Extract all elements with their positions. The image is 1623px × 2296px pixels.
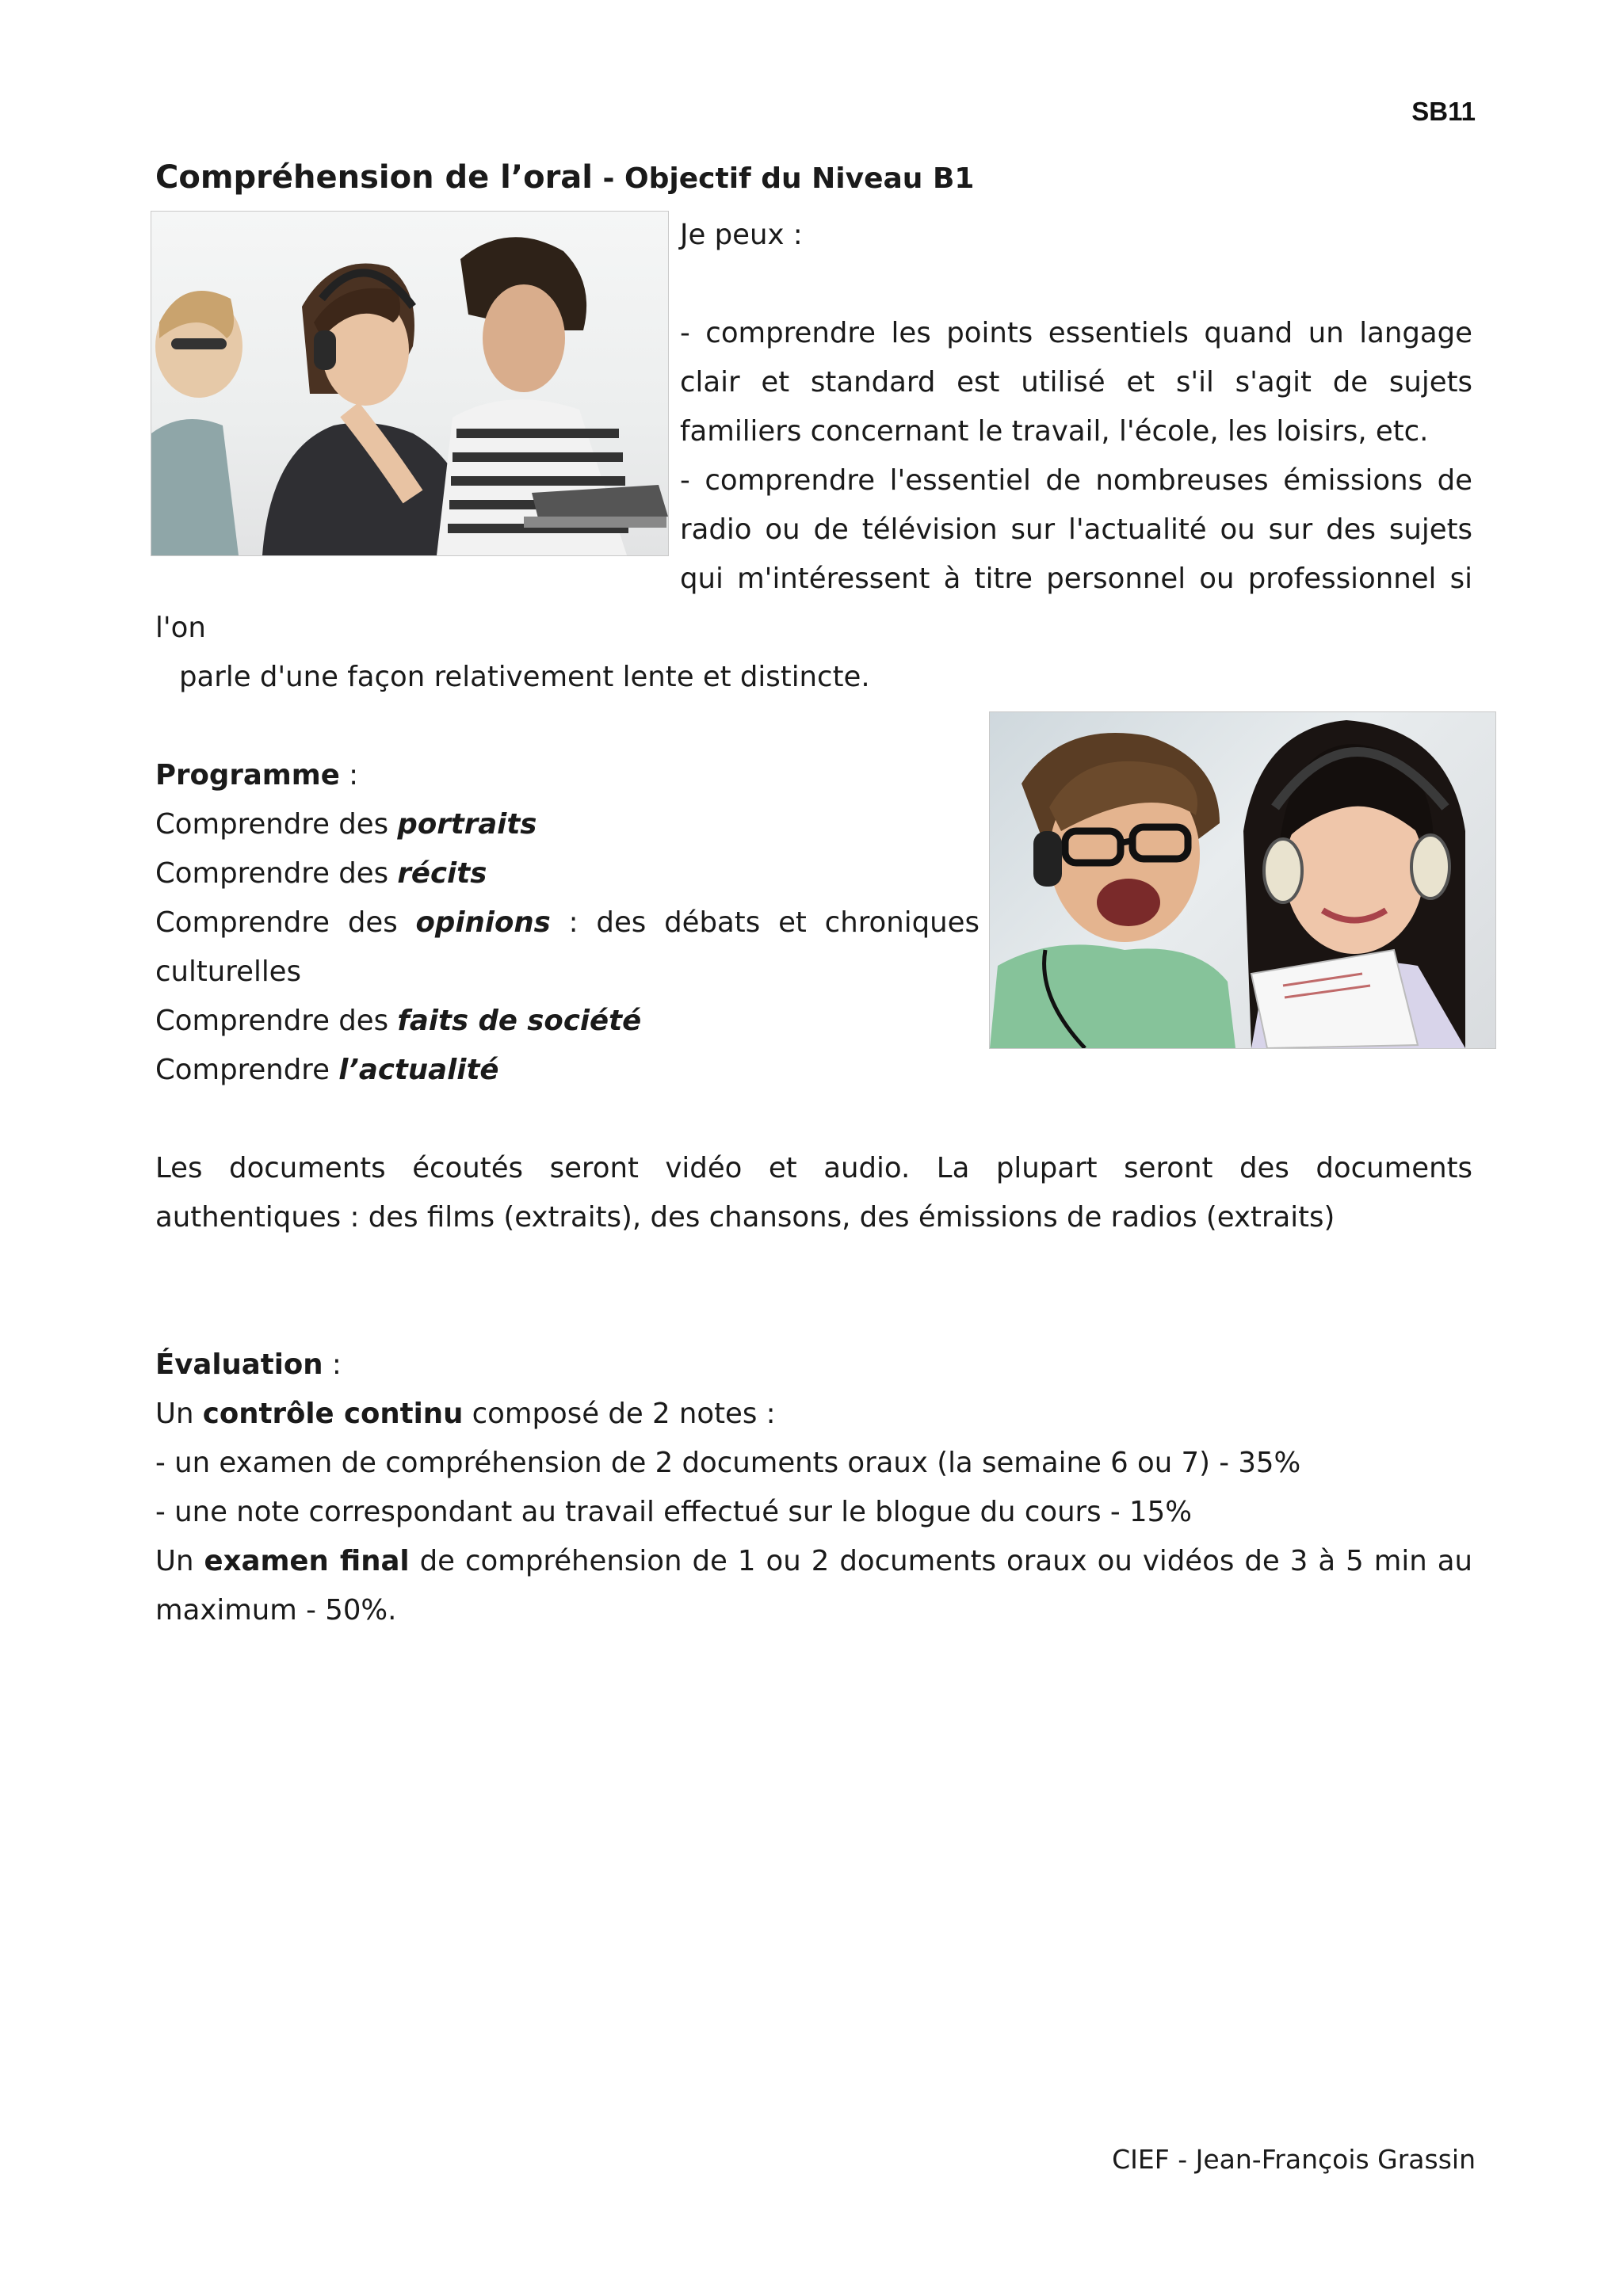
programme-item: Comprendre des récits	[155, 857, 487, 890]
page-code: SB11	[1411, 97, 1476, 126]
evaluation-heading: Évaluation :	[155, 1348, 342, 1381]
evaluation-note-2: - une note correspondant au travail effectué sur le blogue du cours - 15%	[155, 1496, 1192, 1528]
intro-point-1: - comprendre les points essentiels quand un langage clair et standard est utilisé et s'il s'agit de sujets familiers concernant le travail, l'école, les loisirs, etc.	[680, 317, 1472, 448]
intro-point-2: - comprendre l'essentiel de nombreuses émissions de radio ou de télévision sur l'actualité ou sur des sujets qui m'intéressent à titre personnel ou professionnel si l'on	[155, 464, 1472, 644]
footer-author: CIEF - Jean-François Grassin	[1112, 2144, 1476, 2175]
evaluation-note-1: - un examen de compréhension de 2 documents oraux (la semaine 6 ou 7) - 35%	[155, 1447, 1301, 1479]
document-body	[155, 155, 1472, 1635]
title-subtitle: Objectif du Niveau B1	[624, 162, 975, 195]
intro-lead: Je peux :	[680, 219, 803, 251]
documents-paragraph: Les documents écoutés seront vidéo et audio. La plupart seront des documents authentiques : des films (extraits), des chansons, des émissions de radios (extraits)	[155, 1152, 1472, 1234]
programme-item: Comprendre des portraits	[155, 808, 537, 841]
document-title	[155, 155, 1472, 201]
students-with-headphones-icon	[151, 211, 669, 556]
two-students-with-headphones-icon	[989, 711, 1496, 1049]
title-separator: -	[593, 162, 625, 195]
intro-point-2-end: parle d'une façon relativement lente et distincte.	[179, 661, 870, 693]
programme-heading: Programme :	[155, 759, 359, 791]
programme-item: Comprendre des opinions : des débats et chroniques culturelles	[155, 906, 980, 988]
evaluation-final: Un examen final de compréhension de 1 ou 2 documents oraux ou vidéos de 3 à 5 min au maximum - 50%.	[155, 1545, 1472, 1627]
title-main: Compréhension de l’oral	[155, 159, 593, 196]
evaluation-continuous: Un contrôle continu composé de 2 notes :	[155, 1398, 776, 1430]
programme-item: Comprendre l’actualité	[155, 1054, 499, 1086]
programme-item: Comprendre des faits de société	[155, 1005, 642, 1037]
